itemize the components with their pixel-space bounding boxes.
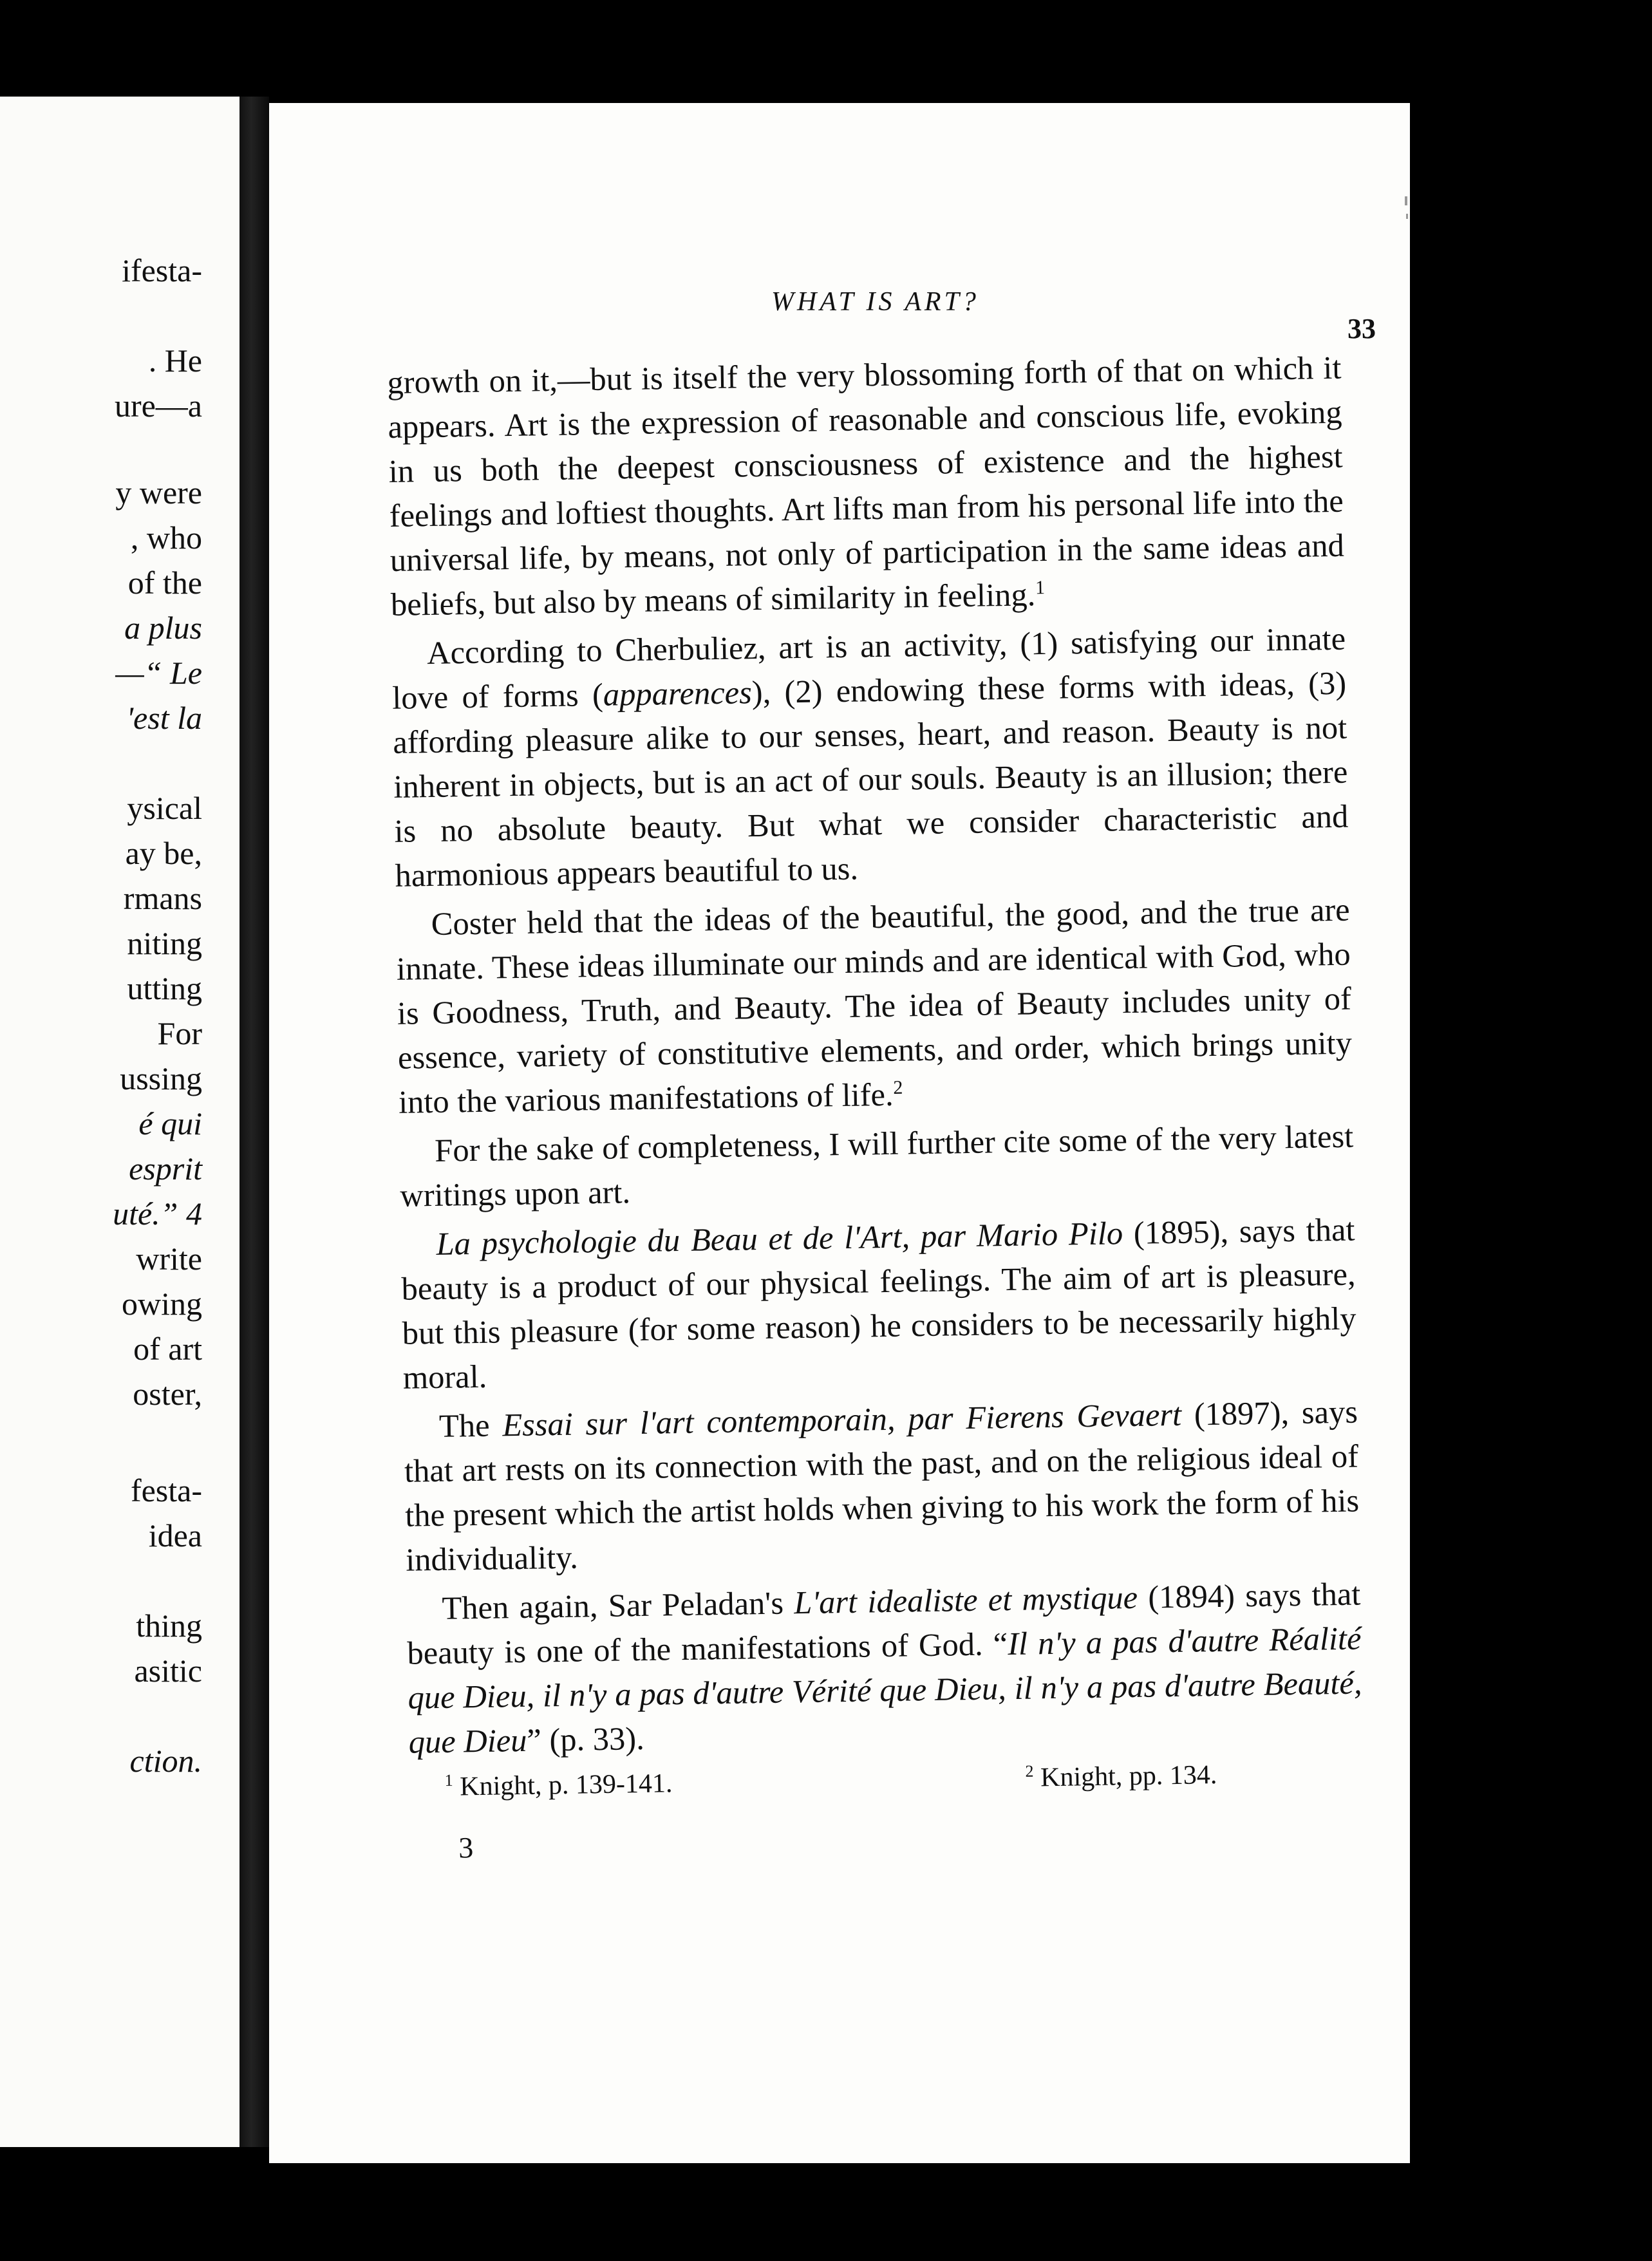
facing-page-line: niting: [127, 925, 202, 961]
scan-speck: [1405, 196, 1407, 205]
running-head: WHAT IS ART?: [771, 287, 979, 317]
facing-page-line: of art: [133, 1331, 202, 1367]
facing-page-line: utting: [127, 970, 202, 1006]
signature-mark: 3: [458, 1831, 474, 1864]
facing-page-line: . He: [148, 342, 202, 379]
paragraph-7: Then again, Sar Peladan's L'art idealiste et mystique (1894) says that beauty is one of the manifestations of God. “Il n'y a pas d'autre Réalité que Dieu, il n'y a pas d'autre Vérité que Dieu, il n'y a pas d'autre Beauté, que Dieu” (p. 33).: [407, 1575, 1362, 1760]
facing-page-line: a plus: [124, 610, 202, 646]
paragraph-3: Coster held that the ideas of the beautiful, the good, and the true are innate. These ideas illuminate our minds and are identical with God, who is Goodness, Truth, and Beauty. The idea of Beauty includes unity of essence, variety of constitutive elements, and order, which brings unity into the various manifestations of life.$^2$: [396, 891, 1353, 1120]
facing-page-line: uté.” 4: [113, 1196, 202, 1232]
facing-page-line: idea: [148, 1517, 202, 1553]
facing-page-line: —“ Le: [115, 655, 202, 691]
page-gutter: [239, 97, 269, 2147]
paragraph-2: According to Cherbuliez, art is an activity, (1) satisfying our innate love of forms (apparences), (2) endowing these forms with ideas, (3) affording pleasure alike to our senses, heart, and reason. Beauty is not inherent in objects, but is an act of our souls. Beauty is an illusion; there is no absolute beauty. But what we consider characteristic and harmonious appears beautiful to us.: [391, 620, 1349, 894]
facing-page-line: of the: [127, 565, 202, 601]
footnote-ref-2: 2: [893, 1076, 903, 1098]
facing-page-line: write: [136, 1241, 202, 1277]
facing-page-line: asitic: [134, 1653, 202, 1689]
facing-page-line: ure—a: [114, 388, 202, 424]
facing-page-line: rmans: [123, 880, 202, 916]
paragraph-5: La psychologie du Beau et de l'Art, par Mario Pilo (1895), says that beauty is a product of our physical feelings. The aim of art is pleasure, but this pleasure (for some reason) he considers to be necessarily highly moral.: [401, 1211, 1356, 1396]
facing-page-line: thing: [136, 1608, 202, 1644]
facing-page-line: 'est la: [126, 700, 202, 736]
facing-page: [0, 97, 239, 2147]
paragraph-1: growth on it,—but is itself the very blossoming forth of that on which it appears. Art is the expression of reasonable and conscious life, evoking in us both the deepest consciousness of existence and the highest feelings and loftiest thoughts. Art lifts man from his personal life into the universal life, by means, not only of participation in the same ideas and beliefs, but also by means of similarity in feeling.$^1$: [387, 349, 1345, 623]
footnote-2: $^2$ Knight, pp. 134.: [1025, 1760, 1217, 1793]
facing-page-line: , who: [130, 520, 202, 556]
book-page: [269, 103, 1410, 2163]
facing-page-line: owing: [122, 1286, 202, 1322]
facing-page-line: oster,: [133, 1376, 202, 1412]
facing-page-line: For: [157, 1015, 202, 1051]
page-number: 33: [1347, 313, 1376, 344]
facing-page-line: ction.: [129, 1743, 202, 1779]
paragraph-6: The Essai sur l'art contemporain, par Fierens Gevaert (1897), says that art rests on its connection with the past, and on the religious ideal of the present which the artist holds when giving to his work the form of his individuality.: [404, 1393, 1360, 1578]
facing-page-line: ysical: [127, 790, 202, 826]
footnote-ref-1: 1: [1035, 577, 1046, 599]
facing-page-line: festa-: [130, 1472, 202, 1508]
facing-page-line: y were: [115, 474, 202, 511]
facing-page-line: é qui: [138, 1105, 202, 1141]
facing-page-line: ay be,: [125, 835, 202, 871]
facing-page-line: ifesta-: [122, 252, 202, 288]
footnote-1: $^1$ Knight, p. 139-141.: [444, 1768, 673, 1802]
scan-speck: [1406, 214, 1408, 219]
page-body: [387, 346, 1365, 1866]
facing-page-line: ussing: [120, 1060, 202, 1096]
facing-page-line: esprit: [129, 1150, 202, 1187]
paragraph-4: For the sake of completeness, I will further cite some of the very latest writings upon art.: [399, 1118, 1354, 1214]
footnotes: [409, 1757, 1364, 1810]
